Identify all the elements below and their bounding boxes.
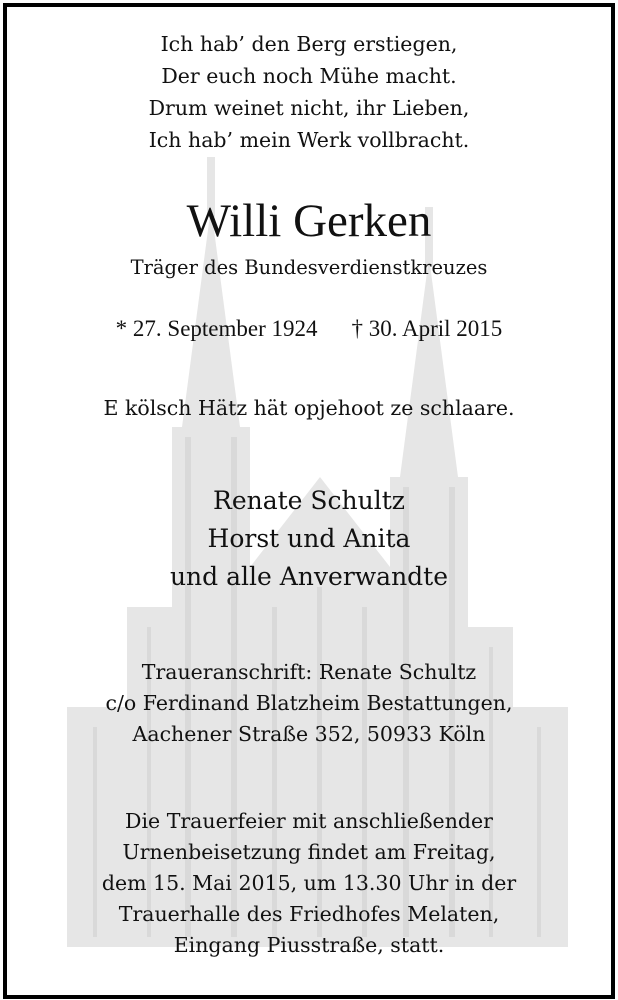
poem-line-3: Drum weinet nicht, ihr Lieben, — [148, 96, 470, 120]
death-date: † 30. April 2015 — [351, 316, 503, 341]
deceased-honor: Träger des Bundesverdienstkreuzes — [130, 256, 488, 279]
ceremony-line-1: Die Trauerfeier mit anschließender — [125, 809, 493, 833]
ceremony-line-4: Trauerhalle des Friedhofes Melaten, — [118, 902, 500, 926]
mourner-line-3: und alle Anverwandte — [169, 562, 449, 591]
ceremony-line-3: dem 15. Mai 2015, um 13.30 Uhr in der — [101, 871, 517, 895]
poem-line-2: Der euch noch Mühe macht. — [161, 64, 457, 88]
address-line-2: c/o Ferdinand Blatzheim Bestattungen, — [105, 691, 513, 715]
deceased-name: Willi Gerken — [186, 195, 432, 247]
poem-line-4: Ich hab’ mein Werk vollbracht. — [148, 128, 470, 152]
address-line-1: Traueranschrift: Renate Schultz — [141, 660, 477, 684]
ceremony-line-2: Urnenbeisetzung findet am Freitag, — [122, 840, 496, 864]
address-line-3: Aachener Straße 352, 50933 Köln — [132, 722, 486, 746]
obituary-notice — [3, 3, 615, 999]
mourner-line-2: Horst und Anita — [207, 524, 411, 553]
poem-line-1: Ich hab’ den Berg erstiegen, — [160, 32, 458, 56]
life-dates — [7, 315, 611, 343]
motto: E kölsch Hätz hät opjehoot ze schlaare. — [103, 396, 515, 420]
mourner-line-1: Renate Schultz — [213, 486, 405, 515]
birth-date: * 27. September 1924 — [115, 316, 318, 341]
ceremony-line-5: Eingang Piusstraße, statt. — [173, 933, 445, 957]
